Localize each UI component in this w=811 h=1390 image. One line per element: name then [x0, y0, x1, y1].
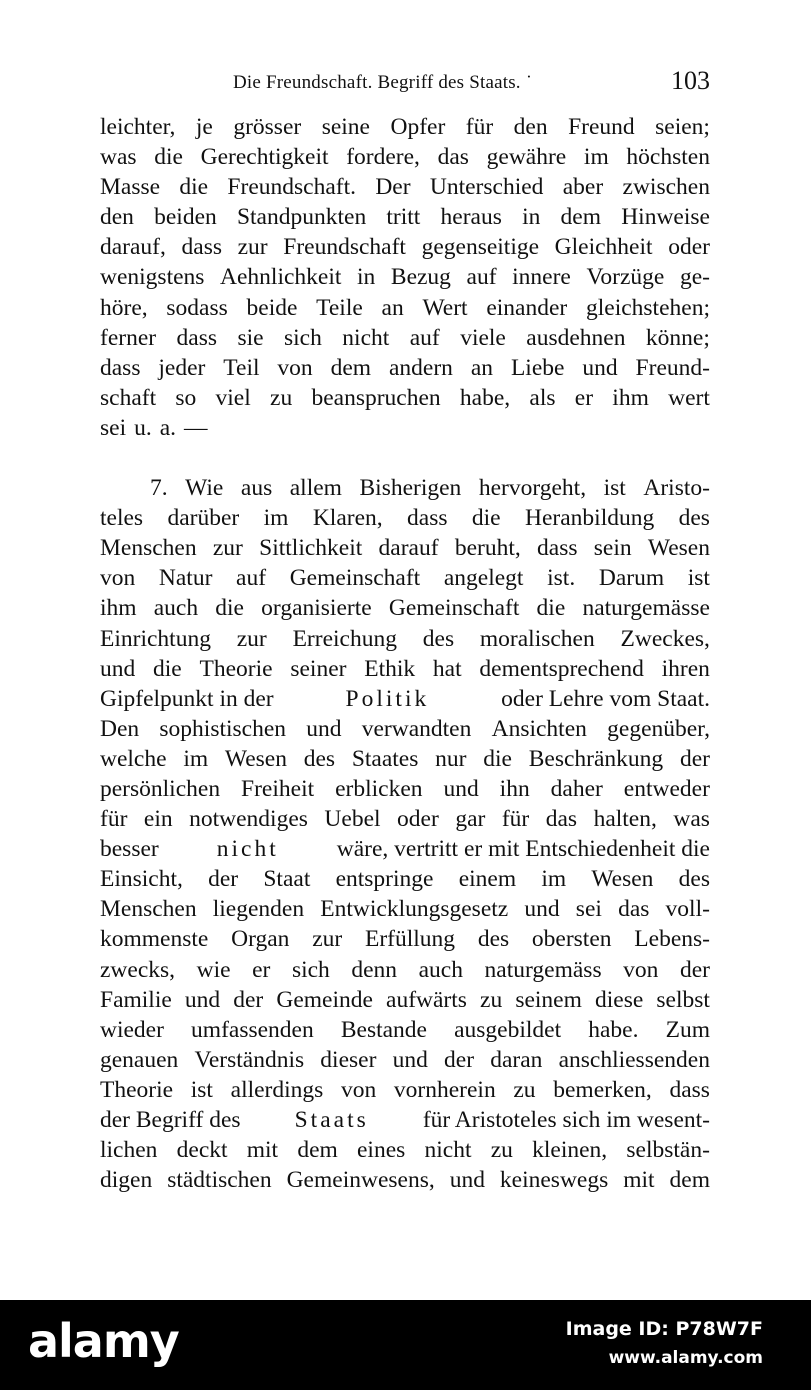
stock-url: www.alamy.com — [608, 1348, 763, 1368]
emphasis-staats: Staats — [294, 1107, 369, 1133]
image-id: Image ID: P78W7F — [565, 1318, 763, 1340]
text-line: schaft so viel zu beanspruchen habe, als er ihm wert — [100, 384, 710, 411]
text-line: Masse die Freundschaft. Der Unterschied aber zwischen — [100, 174, 710, 201]
text-line: was die Gerechtigkeit fordere, das gewähre im höchsten — [100, 144, 710, 171]
text-line — [100, 834, 710, 864]
text-line: lichen deckt mit dem eines nicht zu kleinen, selbstän- — [100, 1137, 710, 1164]
alamy-logo: alamy — [28, 1314, 179, 1368]
text-line: teles darüber im Klaren, dass die Heranbildung des — [100, 505, 710, 532]
text-line: welche im Wesen des Staates nur die Beschränkung der — [100, 745, 710, 772]
stock-footer — [0, 1300, 811, 1390]
text-line: persönlichen Freiheit erblicken und ihn daher entweder — [100, 775, 710, 802]
text-span: besser — [100, 836, 159, 863]
text-line — [100, 1105, 710, 1135]
text-line: sei u. a. — — [100, 414, 208, 441]
text-span: oder Lehre vom Staat. — [501, 685, 710, 712]
running-head — [100, 66, 710, 102]
text-line: Familie und der Gemeinde aufwärts zu seinem diese selbst — [100, 986, 710, 1013]
text-line — [100, 684, 710, 714]
text-line: für ein notwendiges Uebel oder gar für das halten, was — [100, 806, 710, 833]
body-text — [100, 112, 710, 1195]
text-line: den beiden Standpunkten tritt heraus in dem Hinweise — [100, 204, 710, 231]
text-span: der Begriff des — [100, 1107, 241, 1133]
text-line: digen städtischen Gemeinwesens, und keineswegs mit dem — [100, 1167, 710, 1194]
paragraph-friendship — [100, 112, 710, 443]
text-line: von Natur auf Gemeinschaft angelegt ist. Darum ist — [100, 565, 710, 592]
text-line: Einrichtung zur Erreichung des moralischen Zweckes, — [100, 625, 710, 652]
page-number: 103 — [671, 66, 710, 95]
text-span: Gipfelpunkt in der — [100, 685, 274, 712]
text-line: Den sophistischen und verwandten Ansichten gegenüber, — [100, 715, 710, 742]
text-line: Menschen zur Sittlichkeit darauf beruht, dass sein Wesen — [100, 535, 710, 562]
text-span: für Aristoteles sich im wesent- — [422, 1107, 710, 1133]
text-line: wieder umfassenden Bestande ausgebildet habe. Zum — [100, 1016, 710, 1043]
text-line: ihm auch die organisierte Gemeinschaft die naturgemässe — [100, 595, 710, 622]
running-title: Die Freundschaft. Begriff des Staats. ˙ — [233, 72, 533, 93]
text-line: leichter, je grösser seine Opfer für den Freund seien; — [100, 114, 710, 140]
text-line: Theorie ist allerdings von vornherein zu bemerken, dass — [100, 1076, 710, 1103]
text-line: zwecks, wie er sich denn auch naturgemäss von der — [100, 956, 710, 983]
text-line: höre, sodass beide Teile an Wert einander gleichstehen; — [100, 294, 710, 321]
text-line: Menschen liegenden Entwicklungsgesetz und sei das voll- — [100, 896, 710, 923]
text-line: 7. Wie aus allem Bisherigen hervorgeht, ist Aristo- — [150, 475, 710, 502]
text-line: und die Theorie seiner Ethik hat dementsprechend ihren — [100, 655, 710, 682]
text-line: Einsicht, der Staat entspringe einem im Wesen des — [100, 866, 710, 893]
text-span: wäre, vertritt er mit Entschiedenheit die — [336, 836, 710, 863]
paragraph-gap — [100, 443, 710, 473]
text-line: genauen Verständnis dieser und der daran anschliessenden — [100, 1046, 710, 1073]
text-line: ferner dass sie sich nicht auf viele ausdehnen könne; — [100, 324, 710, 351]
text-line: dass jeder Teil von dem andern an Liebe und Freund- — [100, 354, 710, 381]
text-line: wenigstens Aehnlichkeit in Bezug auf innere Vorzüge ge- — [100, 264, 710, 291]
emphasis-nicht: nicht — [216, 836, 279, 863]
paragraph-state — [100, 473, 710, 1195]
text-line: darauf, dass zur Freundschaft gegenseitige Gleichheit oder — [100, 234, 710, 261]
text-line: kommenste Organ zur Erfüllung des obersten Lebens- — [100, 926, 710, 953]
emphasis-politik: Politik — [345, 685, 430, 712]
